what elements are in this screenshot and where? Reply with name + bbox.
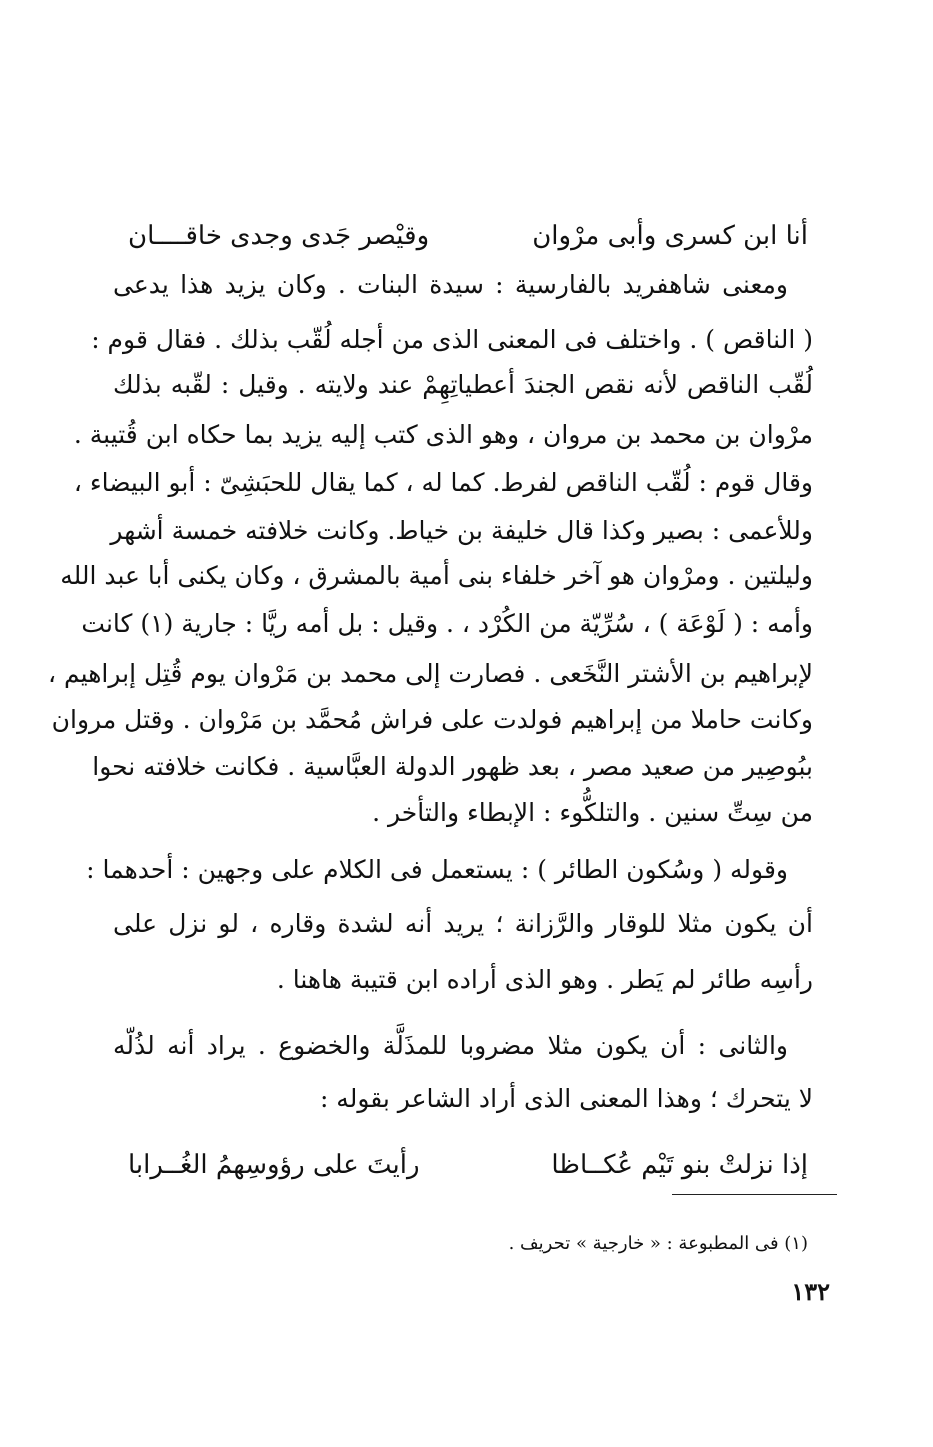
paragraph-1-line: وكانت حاملا من إبراهيم فولدت على فراش مُحمَّد بن مَرْوان . وقتل مروان — [51, 705, 813, 734]
opening-verse-right-hemistich: أنا ابن كسرى وأبى مرْوان — [532, 221, 808, 251]
paragraph-1-line: وللأعمى : بصير وكذا قال خليفة بن خياط. وكانت خلافته خمسة أشهر — [110, 516, 813, 545]
closing-verse-right-hemistich: إذا نزلتْ بنو تَيْم عُكــاظا — [551, 1150, 808, 1180]
paragraph-1-line: ( الناقص ) . واختلف فى المعنى الذى من أجله لُقّب بذلك . فقال قوم : — [91, 325, 813, 354]
paragraph-1-line: وأمه : ( لَوْعَة ) ، سُرِّيّة من الكُرْد ، . وقيل : بل أمه ريَّا : جارية (١) كانت — [81, 609, 813, 638]
closing-verse — [128, 1145, 808, 1185]
closing-verse-left-hemistich: رأيتَ على رؤوسِهمُ الغُــرابا — [128, 1150, 420, 1180]
opening-verse-left-hemistich: وقيْصر جَدى وجدى خاقــــان — [128, 221, 430, 251]
paragraph-3-line: والثانى : أن يكون مثلا مضروبا للمذَلَّة والخضوع . يراد أنه لذُلّه — [113, 1031, 788, 1060]
paragraph-1-line: وليلتين . ومرْوان هو آخر خلفاء بنى أمية بالمشرق ، وكان يكنى أبا عبد الله — [60, 561, 813, 590]
paragraph-2-line: أن يكون مثلا للوقار والرَّزانة ؛ يريد أنه لشدة وقاره ، لو نزل على — [113, 909, 813, 938]
paragraph-2-line: رأسِه طائر لم يَطر . وهو الذى أراده ابن قتيبة هاهنا . — [276, 965, 813, 994]
paragraph-3-line: لا يتحرك ؛ وهذا المعنى الذى أراد الشاعر بقوله : — [319, 1084, 813, 1113]
opening-verse — [128, 216, 808, 256]
paragraph-1-line: من سِتِّ سنين . والتلكُّوء : الإبطاء والتأخر . — [372, 798, 813, 827]
paragraph-1-line: لإبراهيم بن الأشتر النَّخَعى . فصارت إلى محمد بن مَرْوان يوم قُتِل إبراهيم ، — [48, 659, 813, 688]
footnote-divider — [672, 1194, 837, 1195]
paragraph-1-line: ببُوصِير من صعيد مصر ، بعد ظهور الدولة العبَّاسية . فكانت خلافته نحوا — [92, 752, 813, 781]
footnote: (١) فى المطبوعة : « خارجية » تحريف . — [508, 1233, 808, 1254]
paragraph-2-line: وقوله ( وسُكون الطائر ) : يستعمل فى الكلام على وجهين : أحدهما : — [86, 855, 788, 884]
paragraph-1-line: ومعنى شاهفريد بالفارسية : سيدة البنات . وكان يزيد هذا يدعى — [113, 270, 788, 299]
paragraph-1-line: وقال قوم : لُقّب الناقص لفرط. كما له ، كما يقال للحبَشِىّ : أبو البيضاء ، — [73, 468, 813, 497]
paragraph-1-line: لُقّب الناقص لأنه نقص الجندَ أعطياتِهِمْ عند ولايته . وقيل : لقّبه بذلك — [113, 370, 813, 399]
paragraph-1-line: مرْوان بن محمد بن مروان ، وهو الذى كتب إليه يزيد بما حكاه ابن قُتيبة . — [73, 420, 813, 449]
page-number: ١٣٢ — [791, 1277, 830, 1306]
